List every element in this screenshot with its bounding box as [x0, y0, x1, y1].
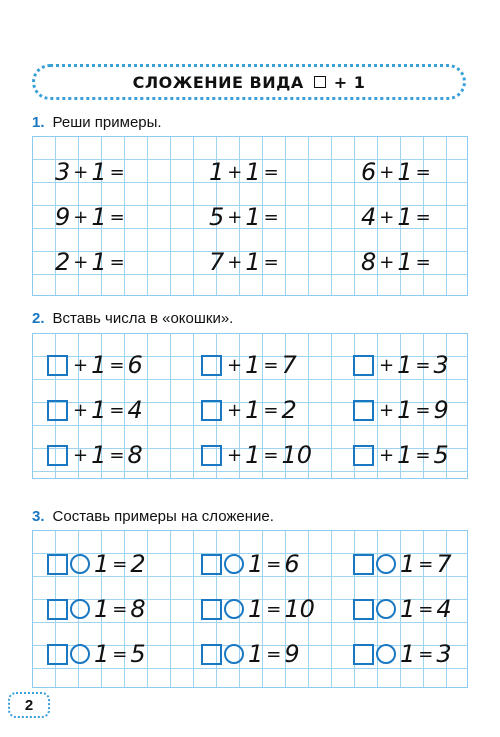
addend-one: 1 [397, 441, 413, 469]
task-1-number: 1. [32, 114, 45, 131]
result: 8 [130, 595, 146, 623]
addend-one: 1 [248, 550, 264, 578]
empty-box-input[interactable] [201, 400, 222, 421]
addend-one: 1 [245, 351, 261, 379]
result: 6 [284, 550, 300, 578]
result: 4 [127, 396, 143, 424]
task-3-heading [32, 508, 274, 525]
addend-one: 1 [400, 595, 416, 623]
equals-sign: = [263, 161, 279, 183]
example [353, 393, 449, 427]
empty-box-input[interactable] [201, 644, 222, 665]
plus-sign: + [379, 251, 395, 273]
plus-sign: + [227, 161, 243, 183]
equals-sign: = [263, 206, 279, 228]
empty-box-input[interactable] [353, 445, 374, 466]
empty-box-input[interactable] [353, 400, 374, 421]
example [47, 393, 143, 427]
empty-circle-input[interactable] [70, 599, 90, 619]
result: 4 [436, 595, 452, 623]
equals-sign: = [263, 444, 279, 466]
title-banner [32, 64, 466, 100]
empty-box-input[interactable] [201, 599, 222, 620]
example [201, 592, 315, 626]
page-number: 2 [8, 692, 50, 718]
addend: 6 [361, 158, 377, 186]
result: 5 [433, 441, 449, 469]
task-1-grid [32, 136, 468, 296]
example [47, 592, 146, 626]
equals-sign: = [109, 354, 125, 376]
example [55, 155, 128, 189]
empty-box-input[interactable] [353, 644, 374, 665]
result: 2 [281, 396, 297, 424]
addend-one: 1 [94, 640, 110, 668]
example [201, 393, 297, 427]
example [361, 200, 434, 234]
addend-one: 1 [91, 158, 107, 186]
task-3-number: 3. [32, 508, 45, 525]
result: 7 [281, 351, 297, 379]
example [55, 200, 128, 234]
addend: 9 [55, 203, 71, 231]
plus-sign: + [227, 354, 243, 376]
example [201, 637, 300, 671]
title-text-main: СЛОЖЕНИЕ ВИДА [132, 72, 304, 92]
equals-sign: = [415, 251, 431, 273]
task-3-text: Составь примеры на сложение. [52, 508, 274, 525]
addend: 3 [55, 158, 71, 186]
task-2-grid [32, 333, 468, 479]
addend-one: 1 [397, 351, 413, 379]
plus-sign: + [73, 399, 89, 421]
equals-sign: = [109, 399, 125, 421]
empty-circle-input[interactable] [376, 554, 396, 574]
result: 3 [436, 640, 452, 668]
equals-sign: = [418, 598, 434, 620]
task-3-grid [32, 530, 468, 688]
result: 10 [281, 441, 313, 469]
addend-one: 1 [245, 203, 261, 231]
plus-sign: + [379, 444, 395, 466]
addend-one: 1 [400, 550, 416, 578]
empty-box-input[interactable] [47, 355, 68, 376]
empty-box-input[interactable] [353, 355, 374, 376]
task-1-heading [32, 114, 162, 131]
result: 9 [433, 396, 449, 424]
addend-one: 1 [91, 351, 107, 379]
example [353, 438, 449, 472]
addend: 1 [209, 158, 225, 186]
empty-box-input[interactable] [47, 400, 68, 421]
addend-one: 1 [248, 595, 264, 623]
example [201, 348, 297, 382]
empty-circle-input[interactable] [70, 644, 90, 664]
empty-box-icon [314, 76, 326, 88]
empty-box-input[interactable] [47, 445, 68, 466]
addend-one: 1 [245, 248, 261, 276]
addend: 5 [209, 203, 225, 231]
page-title [133, 73, 366, 92]
task-1-text: Реши примеры. [52, 114, 162, 131]
addend-one: 1 [94, 550, 110, 578]
empty-box-input[interactable] [201, 445, 222, 466]
equals-sign: = [266, 598, 282, 620]
plus-sign: + [73, 354, 89, 376]
result: 7 [436, 550, 452, 578]
example [55, 245, 128, 279]
plus-sign: + [227, 444, 243, 466]
plus-sign: + [73, 206, 89, 228]
addend: 4 [361, 203, 377, 231]
empty-box-input[interactable] [201, 554, 222, 575]
empty-box-input[interactable] [353, 554, 374, 575]
equals-sign: = [109, 206, 125, 228]
plus-sign: + [379, 161, 395, 183]
equals-sign: = [266, 553, 282, 575]
empty-circle-input[interactable] [376, 599, 396, 619]
addend-one: 1 [245, 441, 261, 469]
example [353, 348, 449, 382]
result: 5 [130, 640, 146, 668]
equals-sign: = [415, 444, 431, 466]
plus-sign: + [227, 251, 243, 273]
example [361, 245, 434, 279]
example [201, 438, 312, 472]
addend: 7 [209, 248, 225, 276]
addend-one: 1 [91, 396, 107, 424]
addend-one: 1 [397, 396, 413, 424]
example [47, 637, 146, 671]
plus-sign: + [379, 206, 395, 228]
addend-one: 1 [91, 203, 107, 231]
result: 9 [284, 640, 300, 668]
plus-sign: + [227, 399, 243, 421]
equals-sign: = [418, 643, 434, 665]
equals-sign: = [109, 161, 125, 183]
equals-sign: = [415, 354, 431, 376]
result: 3 [433, 351, 449, 379]
plus-sign: + [227, 206, 243, 228]
equals-sign: = [263, 251, 279, 273]
empty-box-input[interactable] [47, 644, 68, 665]
empty-box-input[interactable] [201, 355, 222, 376]
addend-one: 1 [400, 640, 416, 668]
example [353, 592, 452, 626]
equals-sign: = [418, 553, 434, 575]
equals-sign: = [109, 444, 125, 466]
addend-one: 1 [245, 396, 261, 424]
plus-sign: + [379, 399, 395, 421]
result: 10 [284, 595, 315, 623]
empty-box-input[interactable] [47, 554, 68, 575]
task-2-text: Вставь числа в «окошки». [52, 310, 234, 327]
example [201, 547, 300, 581]
equals-sign: = [112, 598, 128, 620]
addend-one: 1 [397, 203, 413, 231]
plus-sign: + [73, 161, 89, 183]
example [361, 155, 434, 189]
empty-box-input[interactable] [353, 599, 374, 620]
equals-sign: = [112, 643, 128, 665]
addend-one: 1 [245, 158, 261, 186]
example [47, 438, 143, 472]
addend-one: 1 [94, 595, 110, 623]
equals-sign: = [415, 399, 431, 421]
equals-sign: = [263, 354, 279, 376]
equals-sign: = [109, 251, 125, 273]
addend-one: 1 [248, 640, 264, 668]
addend-one: 1 [91, 441, 107, 469]
equals-sign: = [415, 206, 431, 228]
empty-box-input[interactable] [47, 599, 68, 620]
empty-circle-input[interactable] [224, 554, 244, 574]
empty-circle-input[interactable] [376, 644, 396, 664]
equals-sign: = [112, 553, 128, 575]
task-2-heading [32, 310, 233, 327]
example [47, 348, 143, 382]
equals-sign: = [266, 643, 282, 665]
task-2-number: 2. [32, 310, 45, 327]
addend: 2 [55, 248, 71, 276]
addend-one: 1 [91, 248, 107, 276]
addend-one: 1 [397, 248, 413, 276]
empty-circle-input[interactable] [224, 599, 244, 619]
example [353, 547, 452, 581]
title-text-plus-one: + 1 [333, 72, 366, 92]
result: 8 [127, 441, 143, 469]
plus-sign: + [73, 444, 89, 466]
plus-sign: + [379, 354, 395, 376]
example [209, 200, 282, 234]
example [209, 155, 282, 189]
example [353, 637, 452, 671]
empty-circle-input[interactable] [70, 554, 90, 574]
addend: 8 [361, 248, 377, 276]
result: 2 [130, 550, 146, 578]
plus-sign: + [73, 251, 89, 273]
example [47, 547, 146, 581]
empty-circle-input[interactable] [224, 644, 244, 664]
equals-sign: = [263, 399, 279, 421]
addend-one: 1 [397, 158, 413, 186]
result: 6 [127, 351, 143, 379]
equals-sign: = [415, 161, 431, 183]
example [209, 245, 282, 279]
